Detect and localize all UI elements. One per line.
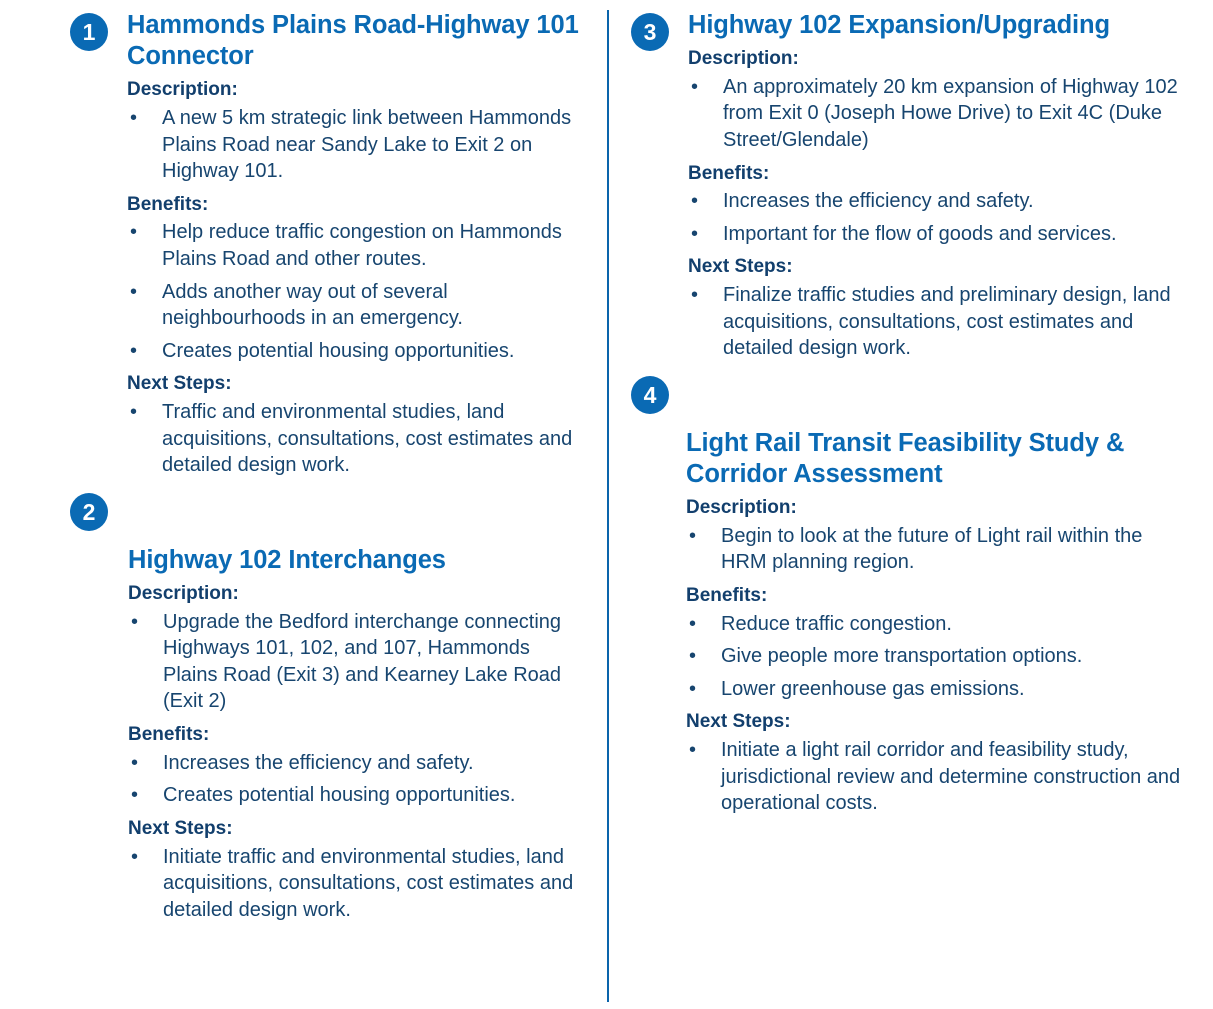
section-heading: Next Steps: [128, 817, 233, 839]
bullet-text: Give people more transportation options. [721, 645, 1083, 668]
bullet-list [127, 219, 587, 364]
bullet-dot-icon: • [130, 401, 138, 424]
bullet-dot-icon: • [689, 645, 697, 668]
bullet-list [686, 523, 1189, 576]
section-heading: Description: [688, 48, 799, 70]
project-item [70, 10, 587, 479]
bullet-item [686, 611, 1189, 638]
item-body [669, 10, 1189, 362]
section-heading: Description: [127, 79, 238, 101]
project-item [631, 10, 1189, 362]
bullet-item [688, 221, 1189, 248]
item-section [686, 584, 1189, 702]
section-heading: Next Steps: [127, 373, 232, 395]
bullet-item [127, 399, 587, 479]
bullet-text: Initiate traffic and environmental studies, land acquisitions, consultations, cost estimates and detailed design work. [163, 845, 574, 921]
item-section [688, 162, 1189, 248]
bullet-item [686, 523, 1189, 576]
bullet-dot-icon: • [691, 190, 699, 213]
bullet-list [128, 609, 587, 715]
bullet-text: Reduce traffic congestion. [721, 612, 952, 635]
bullet-list [686, 611, 1189, 703]
bullet-item [128, 782, 587, 809]
item-section [686, 710, 1189, 816]
item-number-badge: 4 [631, 376, 669, 414]
bullet-list [127, 399, 587, 479]
bullet-text: Adds another way out of several neighbourhoods in an emergency. [162, 280, 463, 330]
bullet-item [688, 74, 1189, 154]
bullet-dot-icon: • [131, 784, 139, 807]
item-section [128, 723, 587, 809]
project-item [70, 493, 587, 924]
bullet-item [686, 737, 1189, 817]
bullet-list [128, 844, 587, 924]
item-title: Light Rail Transit Feasibility Study & Corridor Assessment [686, 428, 1125, 489]
bullet-dot-icon: • [130, 106, 138, 129]
bullet-list [688, 188, 1189, 247]
item-section [688, 47, 1189, 153]
bullet-dot-icon: • [689, 677, 697, 700]
bullet-list [127, 105, 587, 185]
bullet-item [128, 750, 587, 777]
bullet-list [688, 282, 1189, 362]
item-title: Hammonds Plains Road-Highway 101 Connector [127, 11, 579, 71]
item-section [128, 582, 587, 715]
bullet-list [686, 737, 1189, 817]
bullet-text: Increases the efficiency and safety. [723, 190, 1034, 213]
bullet-dot-icon: • [689, 739, 697, 762]
item-body [631, 428, 1189, 817]
project-item [631, 376, 1189, 817]
item-body [70, 545, 587, 924]
bullet-list [128, 750, 587, 809]
item-section [686, 496, 1189, 576]
bullet-dot-icon: • [691, 222, 699, 245]
item-number-badge: 2 [70, 493, 108, 531]
section-heading: Description: [686, 497, 797, 519]
bullet-text: Important for the flow of goods and services. [723, 222, 1117, 245]
bullet-item [127, 105, 587, 185]
section-heading: Benefits: [688, 162, 770, 184]
bullet-dot-icon: • [131, 751, 139, 774]
bullet-dot-icon: • [691, 284, 699, 307]
item-title: Highway 102 Interchanges [128, 545, 446, 574]
item-body [108, 10, 587, 479]
bullet-text: Upgrade the Bedford interchange connecting Highways 101, 102, and 107, Hammonds Plains Road (Exit 3) and Kearney Lake Road (Exit 2) [163, 610, 562, 713]
bullet-text: Finalize traffic studies and preliminary design, land acquisitions, consultations, cost estimates and detailed design work. [723, 284, 1171, 360]
bullet-item [688, 188, 1189, 215]
bullet-text: Traffic and environmental studies, land acquisitions, consultations, cost estimates and detailed design work. [162, 401, 573, 477]
bullet-item [128, 609, 587, 715]
bullet-dot-icon: • [131, 845, 139, 868]
bullet-dot-icon: • [130, 280, 138, 303]
bullet-text: Lower greenhouse gas emissions. [721, 677, 1025, 700]
item-section [128, 817, 587, 923]
section-heading: Next Steps: [688, 256, 793, 278]
bullet-item [688, 282, 1189, 362]
bullet-item [686, 676, 1189, 703]
item-section [127, 193, 587, 365]
bullet-text: Begin to look at the future of Light rail within the HRM planning region. [721, 524, 1143, 574]
section-heading: Benefits: [686, 585, 768, 607]
bullet-item [127, 338, 587, 365]
bullet-dot-icon: • [130, 221, 138, 244]
bullet-dot-icon: • [689, 524, 697, 547]
bullet-item [128, 844, 587, 924]
bullet-text: An approximately 20 km expansion of Highway 102 from Exit 0 (Joseph Howe Drive) to Exit 4C (Duke Street/Glendale) [723, 75, 1178, 151]
item-number-badge: 3 [631, 13, 669, 51]
section-heading: Description: [128, 582, 239, 604]
bullet-text: Creates potential housing opportunities. [162, 339, 515, 362]
right-column [607, 0, 1213, 1009]
section-heading: Next Steps: [686, 711, 791, 733]
bullet-item [127, 219, 587, 272]
item-section [688, 255, 1189, 361]
bullet-text: A new 5 km strategic link between Hammonds Plains Road near Sandy Lake to Exit 2 on Highway 101. [162, 106, 572, 183]
item-title: Highway 102 Expansion/Upgrading [688, 11, 1110, 39]
bullet-item [686, 643, 1189, 670]
bullet-text: Creates potential housing opportunities. [163, 784, 516, 807]
bullet-dot-icon: • [691, 75, 699, 98]
bullet-text: Help reduce traffic congestion on Hammonds Plains Road and other routes. [162, 221, 562, 270]
bullet-item [127, 279, 587, 332]
section-heading: Benefits: [128, 723, 210, 745]
item-section [127, 78, 587, 184]
section-heading: Benefits: [127, 193, 209, 215]
item-section [127, 372, 587, 478]
bullet-dot-icon: • [689, 612, 697, 635]
bullet-dot-icon: • [130, 339, 138, 362]
bullet-text: Increases the efficiency and safety. [163, 751, 474, 774]
item-number-badge: 1 [70, 13, 108, 51]
bullet-dot-icon: • [131, 610, 139, 633]
bullet-text: Initiate a light rail corridor and feasibility study, jurisdictional review and determine construction and operational costs. [721, 739, 1181, 815]
bullet-list [688, 74, 1189, 154]
